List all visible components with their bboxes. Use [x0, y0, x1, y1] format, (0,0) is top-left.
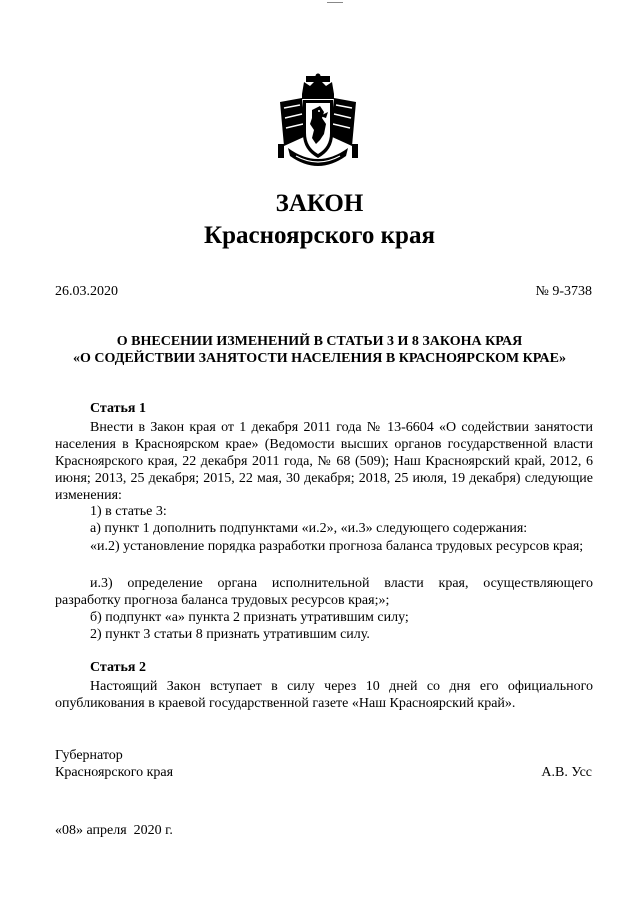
document-subtitle: Красноярского края — [204, 222, 435, 249]
article-1-subitem-i3: и.3) определение органа исполнительной власти края, осуществляющего разработку прогноза баланса трудовых ресурсов края;»; — [55, 576, 593, 608]
law-number: № 9-3738 — [535, 284, 592, 299]
adoption-date: 26.03.2020 — [55, 284, 118, 299]
article-1-subitem-i2: «и.2) установление порядка разработки прогноза баланса трудовых ресурсов края; — [90, 539, 584, 554]
signatory-position-line2: Красноярского края — [55, 765, 174, 780]
signing-date: «08» апреля 2020 г. — [55, 823, 173, 838]
law-heading-line1: О ВНЕСЕНИИ ИЗМЕНЕНИЙ В СТАТЬИ 3 И 8 ЗАКОНА КРАЯ — [116, 334, 523, 349]
article-1-item-2: 2) пункт 3 статьи 8 признать утратившим силу. — [90, 627, 370, 642]
article-1-item-1b: б) подпункт «а» пункта 2 признать утратившим силу; — [90, 610, 409, 625]
coat-of-arms-emblem — [276, 72, 360, 176]
signatory-position-line1: Губернатор — [55, 748, 123, 763]
article-2-text: Настоящий Закон вступает в силу через 10 дней со дня его официального опубликования в краевой государственной газете «Наш Красноярский край». — [55, 679, 593, 711]
document-title: ЗАКОН — [275, 190, 364, 217]
signatory-name: А.В. Усс — [541, 765, 592, 780]
article-1-title: Статья 1 — [90, 401, 146, 416]
article-2-title: Статья 2 — [90, 660, 146, 675]
article-1-intro: Внести в Закон края от 1 декабря 2011 года № 13-6604 «О содействии занятости населения в Красноярском крае» (Ведомости высших органов государственной власти Красноярского края, 22 декабря 2011 года, № 68 (509); Наш Красноярский край, 2012, 6 июня; 2013, 25 декабря; 2015, 22 мая, 30 декабря; 2018, 25 июля, 19 декабря) следующие изменения: — [55, 420, 593, 503]
article-1-item-1a: а) пункт 1 дополнить подпунктами «и.2», «и.3» следующего содержания: — [90, 521, 528, 536]
law-heading-line2: «О СОДЕЙСТВИИ ЗАНЯТОСТИ НАСЕЛЕНИЯ В КРАСНОЯРСКОМ КРАЕ» — [73, 351, 566, 366]
top-edge-mark — [327, 2, 343, 3]
article-1-item-1: 1) в статье 3: — [90, 504, 167, 519]
